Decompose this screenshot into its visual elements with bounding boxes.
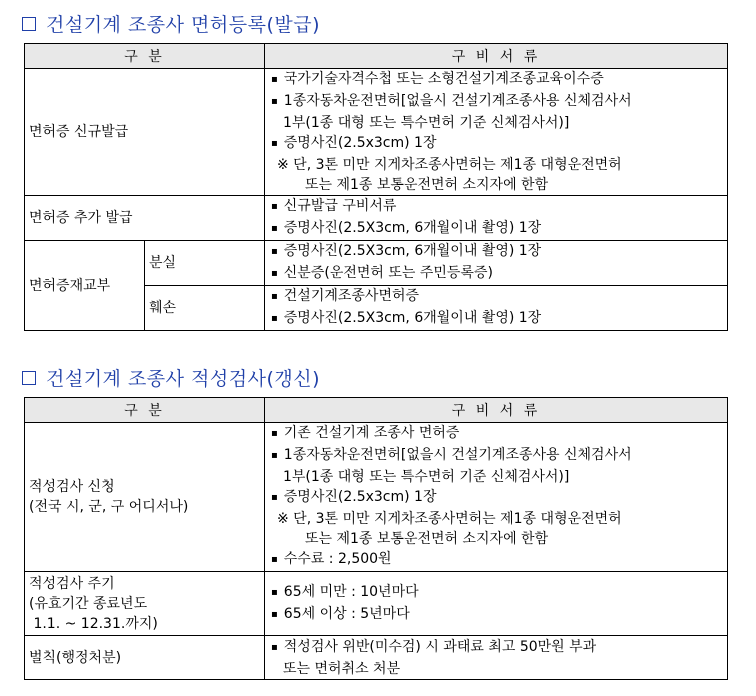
row-label-reissue <box>25 241 145 331</box>
table-row-penalty <box>25 636 728 680</box>
list-item-note: 또는 제1종 보통운전면허 소지자에 한함 <box>305 177 549 193</box>
list-item: ▪ 기존 건설기계 조종사 면허증 <box>271 423 723 445</box>
header-documents: 구 비 서 류 <box>265 44 728 69</box>
cycle-sublabel: 1.1. ~ 12.31.까지) <box>29 615 158 632</box>
lost-label: 분실 <box>149 255 177 271</box>
table-header-row <box>25 44 728 69</box>
list-item: ▪ 신규발급 구비서류 <box>271 196 723 218</box>
list-item: ▪ 적성검사 위반(미수검) 시 과태료 최고 50만원 부과 <box>271 637 723 659</box>
list-item-note: 또는 제1종 보통운전면허 소지자에 한함 <box>305 531 549 547</box>
list-item: ▪ 증명사진(2.5x3cm) 1장 <box>271 133 723 155</box>
penalty-label: 벌칙(행정처분) <box>29 649 122 666</box>
apply-sublabel: (전국 시, 군, 구 어디서나) <box>29 499 189 515</box>
cycle-label: 적성검사 주기 <box>29 575 115 592</box>
section1-title-text: 건설기계 조종사 면허등록(발급) <box>46 14 321 36</box>
additional-documents <box>265 196 728 241</box>
table-row-reissue-lost <box>25 241 728 286</box>
list-item-fee: ▪ 수수료 : 2,500원 <box>271 549 723 571</box>
list-item: ▪ 65세 미만 : 10년마다 <box>271 582 723 604</box>
cycle-documents <box>265 572 728 636</box>
list-item: ▪ 건설기계조종사면허증 <box>271 286 723 308</box>
list-item: ▪ 증명사진(2.5x3cm) 1장 <box>271 487 723 509</box>
row-label-penalty <box>25 636 265 680</box>
apply-documents <box>265 423 728 572</box>
penalty-documents <box>265 636 728 680</box>
row-label-cycle <box>25 572 265 636</box>
list-item: ▪ 1종자동차운전면허[없을시 건설기계조종사용 신체검사서 <box>271 91 723 113</box>
table-header-row <box>25 398 728 423</box>
list-item: ▪ 65세 이상 : 5년마다 <box>271 604 723 626</box>
header-documents: 구 비 서 류 <box>265 398 728 423</box>
damaged-documents <box>265 286 728 331</box>
table-row-apply <box>25 423 728 572</box>
checkbox-square-icon <box>22 371 36 385</box>
license-registration-table <box>24 43 728 331</box>
list-item: ▪ 증명사진(2.5X3cm, 6개월이내 촬영) 1장 <box>271 218 723 240</box>
table-row-new-issue <box>25 69 728 196</box>
section1-title <box>22 10 320 37</box>
new-issue-label: 면허증 신규발급 <box>29 124 129 140</box>
row-sublabel-lost <box>145 241 265 286</box>
table-row-additional <box>25 196 728 241</box>
row-label-additional <box>25 196 265 241</box>
row-sublabel-damaged <box>145 286 265 331</box>
list-item: ▪ 증명사진(2.5X3cm, 6개월이내 촬영) 1장 <box>271 241 723 263</box>
list-item: ▪ 1종자동차운전면허[없을시 건설기계조종사용 신체검사서 <box>271 445 723 467</box>
apply-label: 적성검사 신청 <box>29 479 115 495</box>
header-category: 구 분 <box>25 398 265 423</box>
list-item: 1부(1종 대형 또는 특수면허 기준 신체검사서)] <box>283 469 570 485</box>
row-label-apply <box>25 423 265 572</box>
section2-title-text: 건설기계 조종사 적성검사(갱신) <box>46 368 321 390</box>
list-item: ▪ 국가기술자격수첩 또는 소형건설기계조종교육이수증 <box>271 69 723 91</box>
list-item: ▪ 신분증(운전면허 또는 주민등록증) <box>271 263 723 285</box>
lost-documents <box>265 241 728 286</box>
list-item: 또는 면허취소 처분 <box>283 660 401 677</box>
aptitude-test-table <box>24 397 728 680</box>
list-item-note: ※ 단, 3톤 미만 지게차조종사면허는 제1종 대형운전면허 <box>277 157 622 173</box>
list-item: ▪ 증명사진(2.5X3cm, 6개월이내 촬영) 1장 <box>271 308 723 330</box>
list-item-note: ※ 단, 3톤 미만 지게차조종사면허는 제1종 대형운전면허 <box>277 511 622 527</box>
checkbox-square-icon <box>22 17 36 31</box>
row-label-new-issue <box>25 69 265 196</box>
additional-label: 면허증 추가 발급 <box>29 210 133 226</box>
new-issue-documents <box>265 69 728 196</box>
damaged-label: 훼손 <box>149 300 177 316</box>
list-item: 1부(1종 대형 또는 특수면허 기준 신체검사서)] <box>283 115 570 131</box>
reissue-label: 면허증재교부 <box>29 277 111 294</box>
section2-title <box>22 364 320 391</box>
table-row-cycle <box>25 572 728 636</box>
header-category: 구 분 <box>25 44 265 69</box>
cycle-sublabel: (유효기간 종료년도 <box>29 595 148 612</box>
